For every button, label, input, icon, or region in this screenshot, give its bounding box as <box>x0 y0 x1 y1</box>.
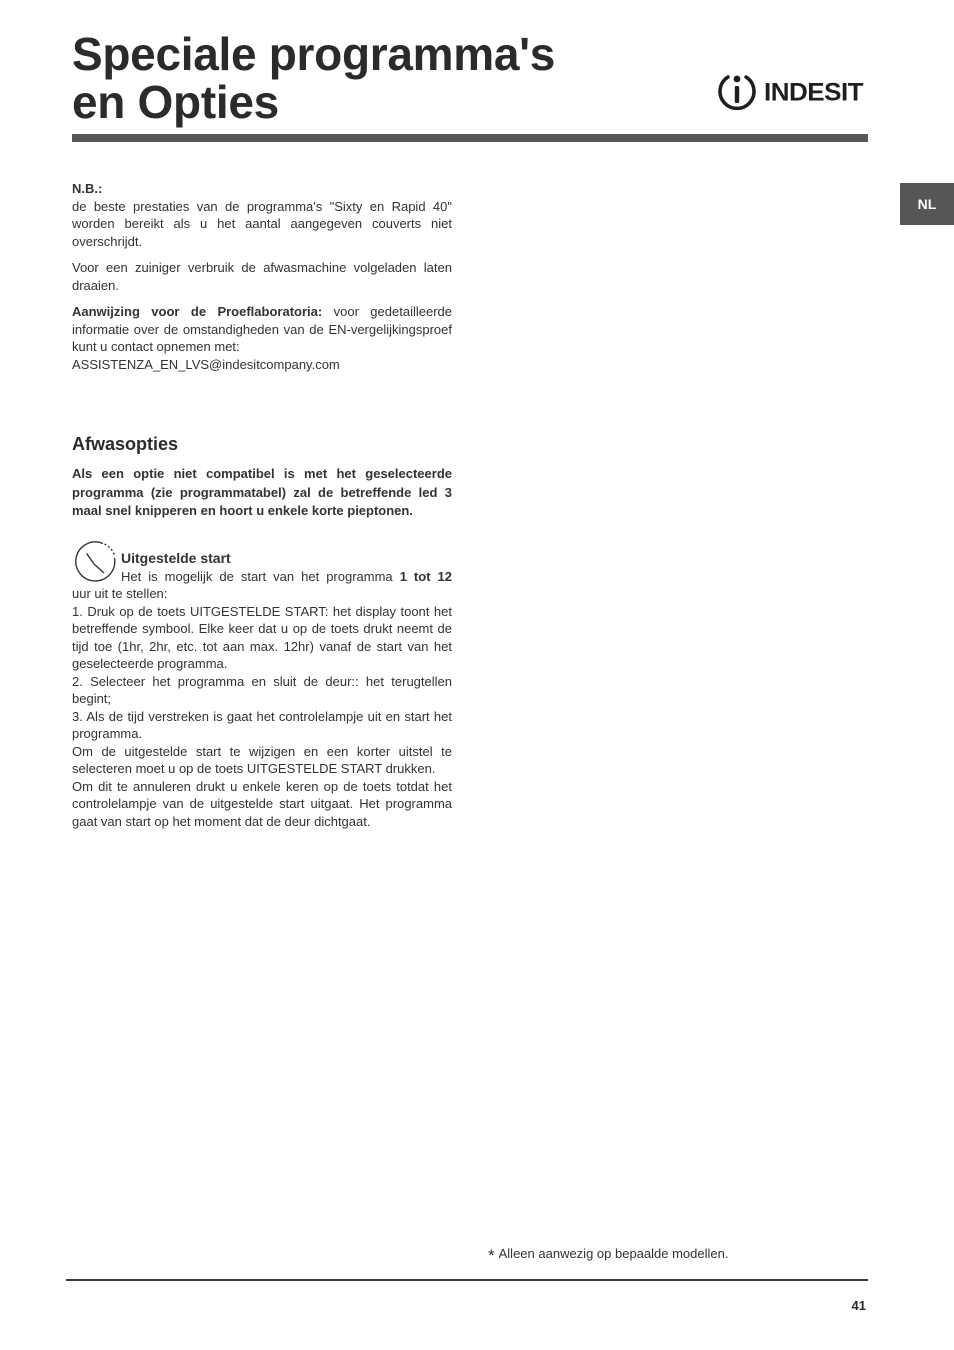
header-rule <box>72 134 868 142</box>
page-title <box>72 30 555 126</box>
lab-email: ASSISTENZA_EN_LVS@indesitcompany.com <box>72 356 340 372</box>
delayed-start-title: Uitgestelde start <box>121 550 231 566</box>
footnote-text: Alleen aanwezig op bepaalde modellen. <box>498 1246 729 1261</box>
delayed-start-step-1: 1. Druk op de toets UITGESTELDE START: het display toont het betreffende symbool. Elke keer dat u op de toets drukt neemt de tijd toe (1hr, 2hr, etc. tot aan max. 12hr) vanaf de start van het geselecteerde programma. <box>72 603 452 671</box>
indesit-logo-icon <box>716 71 758 113</box>
page-title-line-1: Speciale programma's <box>72 28 556 80</box>
page-title-line-2: en Opties <box>72 76 279 128</box>
footer-rule <box>66 1279 868 1281</box>
delayed-start-intro <box>72 568 452 586</box>
lab-note-text: voor gedetailleerde informatie over de omstandigheden van de EN-vergelijkingsproef kunt u contact opnemen met: <box>72 304 452 354</box>
footnote-marker: * <box>488 1246 495 1265</box>
notes-block <box>72 180 452 373</box>
economy-text: Voor een zuiniger verbruik de afwasmachine volgeladen laten draaien. <box>72 260 452 293</box>
delayed-start-intro-pre: Het is mogelijk de start van het programma <box>121 568 400 584</box>
delayed-start-change: Om de uitgestelde start te wijzigen en een korter uitstel te selecteren moet u op de toets UITGESTELDE START drukken. <box>72 743 452 776</box>
section-title-afwasopties: Afwasopties <box>72 434 179 454</box>
delayed-start-range: 1 tot 12 <box>399 568 453 584</box>
brand-name: INDESIT <box>764 77 864 106</box>
delayed-start-cancel: Om dit te annuleren drukt u enkele keren op de toets totdat het controlelampje van de uitgestelde start uitgaat. Het programma gaat van start op het moment dat de deur dichtgaat. <box>72 778 452 829</box>
lab-note <box>72 303 452 356</box>
nb-text: de beste prestaties van de programma's "Sixty en Rapid 40" worden bereikt als u het aantal aangegeven couverts niet overschrijdt. <box>72 198 452 249</box>
delayed-start-step-2: 2. Selecteer het programma en sluit de deur:: het terugtellen begint; <box>72 673 452 706</box>
delayed-start-intro-post: uur uit te stellen: <box>72 586 168 601</box>
footnote <box>488 1246 728 1266</box>
page-number: 41 <box>851 1298 866 1313</box>
nb-label: N.B.: <box>72 181 103 196</box>
language-tab: NL <box>900 183 954 225</box>
delayed-start-step-3: 3. Als de tijd verstreken is gaat het controlelampje uit en start het programma. <box>72 708 452 741</box>
indesit-logo <box>716 70 870 114</box>
options-warning <box>72 465 452 521</box>
delayed-start-block <box>72 550 452 830</box>
options-warning-text: Als een optie niet compatibel is met het geselecteerde programma (zie programmatabel) zal de betreffende led 3 maal snel knipperen en hoort u enkele korte pieptonen. <box>72 466 452 518</box>
lab-note-label: Aanwijzing voor de Proeflaboratoria: <box>72 304 323 319</box>
